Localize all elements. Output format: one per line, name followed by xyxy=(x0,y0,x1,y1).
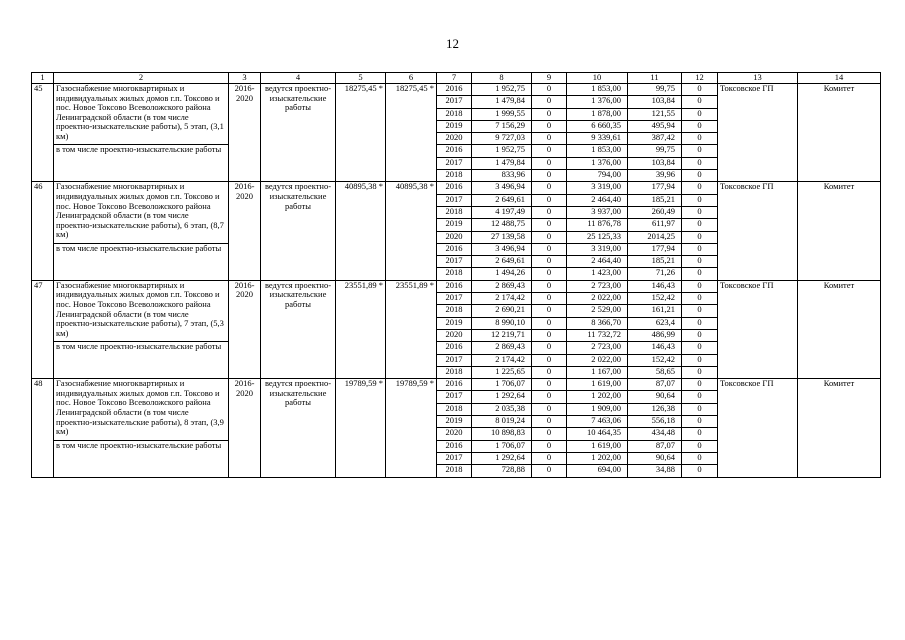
table-row xyxy=(32,182,881,194)
sub-label: в том числе проектно-изыскательские работы xyxy=(54,342,229,379)
table-cell: 0 xyxy=(532,170,567,182)
table-cell: 0 xyxy=(532,403,567,415)
table-cell: 177,94 xyxy=(628,243,682,255)
sub-label: в том числе проектно-изыскательские работы xyxy=(54,145,229,182)
table-cell: 1 706,07 xyxy=(472,379,532,391)
table-cell: 2019 xyxy=(437,120,472,132)
table-cell: 146,43 xyxy=(628,342,682,354)
table-cell: 3 937,00 xyxy=(567,206,628,218)
table-cell: 2017 xyxy=(437,391,472,403)
table-cell: 2017 xyxy=(437,256,472,268)
table-cell: 8 990,10 xyxy=(472,317,532,329)
table-cell: 2016 xyxy=(437,145,472,157)
table-cell: 0 xyxy=(682,194,718,206)
table-cell: 2016 xyxy=(437,379,472,391)
table-cell: 0 xyxy=(682,157,718,169)
table-cell: 0 xyxy=(532,96,567,108)
table-cell: 2018 xyxy=(437,170,472,182)
table-cell: 0 xyxy=(682,293,718,305)
table-cell: 2 174,42 xyxy=(472,354,532,366)
entry-settlement: Токсовское ГП xyxy=(718,280,798,378)
table-cell: 833,96 xyxy=(472,170,532,182)
header-row xyxy=(32,73,881,84)
table-cell: 0 xyxy=(532,145,567,157)
entry-settlement: Токсовское ГП xyxy=(718,379,798,477)
table-cell: 0 xyxy=(682,231,718,243)
table-cell: 2 723,00 xyxy=(567,342,628,354)
table-cell: 152,42 xyxy=(628,354,682,366)
table-cell: 8 019,24 xyxy=(472,416,532,428)
table-cell: 11 876,78 xyxy=(567,219,628,231)
table-cell: 2 035,38 xyxy=(472,403,532,415)
entry-number: 48 xyxy=(32,379,54,477)
table-cell: 0 xyxy=(682,329,718,341)
table-row xyxy=(32,84,881,96)
table-cell: 1 878,00 xyxy=(567,108,628,120)
entry-status: ведутся проектно-изыскательские работы xyxy=(261,84,336,182)
table-cell: 2018 xyxy=(437,305,472,317)
entry-executor: Комитет xyxy=(798,280,881,378)
table-cell: 0 xyxy=(532,280,567,292)
column-header: 3 xyxy=(229,73,261,84)
column-header: 4 xyxy=(261,73,336,84)
table-cell: 2 649,61 xyxy=(472,256,532,268)
column-header: 12 xyxy=(682,73,718,84)
table-cell: 0 xyxy=(532,329,567,341)
table-cell: 12 219,71 xyxy=(472,329,532,341)
table-cell: 177,94 xyxy=(628,182,682,194)
column-header: 14 xyxy=(798,73,881,84)
table-cell: 9 727,03 xyxy=(472,133,532,145)
table-cell: 0 xyxy=(682,182,718,194)
table-cell: 1 494,26 xyxy=(472,268,532,280)
table-cell: 34,88 xyxy=(628,465,682,477)
table-cell: 1 853,00 xyxy=(567,145,628,157)
table-cell: 1 376,00 xyxy=(567,157,628,169)
table-cell: 0 xyxy=(682,96,718,108)
entry-period: 2016-2020 xyxy=(229,84,261,182)
table-cell: 1 423,00 xyxy=(567,268,628,280)
table-cell: 2017 xyxy=(437,354,472,366)
entry-name: Газоснабжение многоквартирных и индивидуальных жилых домов г.п. Токсово и пос. Новое Токсово Всеволожского района Ленинградской области (в том числе проектно-изыскательские работы), 8 этап, (3,9 км) xyxy=(54,379,229,440)
program-table xyxy=(31,72,881,478)
table-cell: 1 167,00 xyxy=(567,366,628,378)
table-cell: 0 xyxy=(682,145,718,157)
table-body xyxy=(32,73,881,478)
table-cell: 0 xyxy=(682,243,718,255)
table-cell: 126,38 xyxy=(628,403,682,415)
table-cell: 2 022,00 xyxy=(567,293,628,305)
table-cell: 0 xyxy=(682,120,718,132)
table-cell: 260,49 xyxy=(628,206,682,218)
table-cell: 1 292,64 xyxy=(472,391,532,403)
table-cell: 2017 xyxy=(437,194,472,206)
table-cell: 0 xyxy=(532,219,567,231)
column-header: 8 xyxy=(472,73,532,84)
table-cell: 2017 xyxy=(437,96,472,108)
table-cell: 2017 xyxy=(437,452,472,464)
table-cell: 0 xyxy=(682,305,718,317)
table-cell: 2020 xyxy=(437,133,472,145)
table-cell: 2018 xyxy=(437,465,472,477)
table-cell: 11 732,72 xyxy=(567,329,628,341)
table-cell: 2 869,43 xyxy=(472,280,532,292)
table-cell: 0 xyxy=(682,391,718,403)
table-cell: 0 xyxy=(682,256,718,268)
table-cell: 2 022,00 xyxy=(567,354,628,366)
table-cell: 0 xyxy=(682,379,718,391)
table-cell: 1 619,00 xyxy=(567,440,628,452)
table-cell: 0 xyxy=(532,452,567,464)
entry-executor: Комитет xyxy=(798,182,881,280)
table-cell: 0 xyxy=(532,440,567,452)
table-cell: 0 xyxy=(532,108,567,120)
table-cell: 0 xyxy=(532,354,567,366)
table-cell: 2018 xyxy=(437,108,472,120)
entry-estimate: 19789,59 * xyxy=(336,379,386,477)
table-cell: 2 464,40 xyxy=(567,194,628,206)
table-cell: 0 xyxy=(682,465,718,477)
table-cell: 434,48 xyxy=(628,428,682,440)
table-cell: 0 xyxy=(682,170,718,182)
table-cell: 1 619,00 xyxy=(567,379,628,391)
table-cell: 0 xyxy=(532,465,567,477)
table-cell: 2016 xyxy=(437,243,472,255)
table-cell: 71,26 xyxy=(628,268,682,280)
table-cell: 99,75 xyxy=(628,145,682,157)
table-cell: 0 xyxy=(532,243,567,255)
table-cell: 103,84 xyxy=(628,96,682,108)
table-cell: 0 xyxy=(532,416,567,428)
table-cell: 2018 xyxy=(437,268,472,280)
table-cell: 2 690,21 xyxy=(472,305,532,317)
table-cell: 0 xyxy=(682,84,718,96)
table-cell: 0 xyxy=(682,366,718,378)
table-cell: 146,43 xyxy=(628,280,682,292)
table-cell: 2020 xyxy=(437,231,472,243)
entry-name: Газоснабжение многоквартирных и индивидуальных жилых домов г.п. Токсово и пос. Новое Токсово Всеволожского района Ленинградской области (в том числе проектно-изыскательские работы), 5 этап, (3,1 км) xyxy=(54,84,229,145)
table-cell: 7 156,29 xyxy=(472,120,532,132)
table-row xyxy=(32,280,881,292)
table-cell: 6 660,35 xyxy=(567,120,628,132)
table-cell: 1 202,00 xyxy=(567,391,628,403)
table-cell: 1 909,00 xyxy=(567,403,628,415)
table-cell: 2 723,00 xyxy=(567,280,628,292)
table-cell: 2018 xyxy=(437,366,472,378)
table-cell: 39,96 xyxy=(628,170,682,182)
table-cell: 2020 xyxy=(437,428,472,440)
table-cell: 0 xyxy=(532,268,567,280)
entry-number: 46 xyxy=(32,182,54,280)
entry-period: 2016-2020 xyxy=(229,182,261,280)
table-cell: 2 174,42 xyxy=(472,293,532,305)
table-cell: 0 xyxy=(532,366,567,378)
table-cell: 694,00 xyxy=(567,465,628,477)
column-header: 13 xyxy=(718,73,798,84)
table-cell: 4 197,49 xyxy=(472,206,532,218)
entry-estimate: 23551,89 * xyxy=(336,280,386,378)
table-cell: 90,64 xyxy=(628,452,682,464)
table-cell: 0 xyxy=(532,317,567,329)
table-cell: 2014,25 xyxy=(628,231,682,243)
table-cell: 0 xyxy=(682,416,718,428)
table-cell: 0 xyxy=(532,231,567,243)
table-cell: 185,21 xyxy=(628,194,682,206)
table-cell: 1 479,84 xyxy=(472,96,532,108)
table-cell: 2017 xyxy=(437,293,472,305)
table-cell: 1 853,00 xyxy=(567,84,628,96)
table-cell: 2 869,43 xyxy=(472,342,532,354)
entry-settlement: Токсовское ГП xyxy=(718,84,798,182)
entry-number: 45 xyxy=(32,84,54,182)
table-cell: 3 319,00 xyxy=(567,243,628,255)
page-number: 12 xyxy=(446,36,459,51)
table-cell: 0 xyxy=(532,379,567,391)
entry-period: 2016-2020 xyxy=(229,280,261,378)
column-header: 11 xyxy=(628,73,682,84)
table-cell: 0 xyxy=(532,84,567,96)
table-cell: 0 xyxy=(532,293,567,305)
table-cell: 10 898,83 xyxy=(472,428,532,440)
sub-label: в том числе проектно-изыскательские работы xyxy=(54,440,229,477)
table-cell: 0 xyxy=(532,133,567,145)
table-cell: 2 529,00 xyxy=(567,305,628,317)
table-cell: 0 xyxy=(682,342,718,354)
table-cell: 1 479,84 xyxy=(472,157,532,169)
entry-estimate-total: 23551,89 * xyxy=(386,280,437,378)
entry-status: ведутся проектно-изыскательские работы xyxy=(261,280,336,378)
table-cell: 495,94 xyxy=(628,120,682,132)
table-cell: 0 xyxy=(532,342,567,354)
table-cell: 1 292,64 xyxy=(472,452,532,464)
table-cell: 0 xyxy=(532,428,567,440)
table-cell: 0 xyxy=(532,120,567,132)
table-cell: 7 463,06 xyxy=(567,416,628,428)
entry-period: 2016-2020 xyxy=(229,379,261,477)
column-header: 5 xyxy=(336,73,386,84)
table-cell: 9 339,61 xyxy=(567,133,628,145)
table-cell: 2018 xyxy=(437,206,472,218)
table-row xyxy=(32,379,881,391)
table-cell: 3 496,94 xyxy=(472,243,532,255)
table-cell: 0 xyxy=(682,428,718,440)
table-cell: 0 xyxy=(532,194,567,206)
entry-estimate: 40895,38 * xyxy=(336,182,386,280)
table-cell: 12 488,75 xyxy=(472,219,532,231)
column-header: 2 xyxy=(54,73,229,84)
table-cell: 0 xyxy=(682,403,718,415)
table-cell: 1 225,65 xyxy=(472,366,532,378)
entry-name: Газоснабжение многоквартирных и индивидуальных жилых домов г.п. Токсово и пос. Новое Токсово Всеволожского района Ленинградской области (в том числе проектно-изыскательские работы), 7 этап, (5,3 км) xyxy=(54,280,229,341)
table-cell: 0 xyxy=(682,268,718,280)
table-cell: 3 496,94 xyxy=(472,182,532,194)
table-cell: 0 xyxy=(532,206,567,218)
table-cell: 0 xyxy=(532,182,567,194)
column-header: 10 xyxy=(567,73,628,84)
column-header: 1 xyxy=(32,73,54,84)
table-cell: 1 202,00 xyxy=(567,452,628,464)
table-cell: 0 xyxy=(682,452,718,464)
table-cell: 99,75 xyxy=(628,84,682,96)
table-cell: 10 464,35 xyxy=(567,428,628,440)
table-cell: 1 952,75 xyxy=(472,84,532,96)
entry-name: Газоснабжение многоквартирных и индивидуальных жилых домов г.п. Токсово и пос. Новое Токсово Всеволожского района Ленинградской области (в том числе проектно-изыскательские работы), 6 этап, (8,7 км) xyxy=(54,182,229,243)
entry-estimate-total: 18275,45 * xyxy=(386,84,437,182)
table-cell: 0 xyxy=(532,305,567,317)
table-cell: 87,07 xyxy=(628,379,682,391)
table-cell: 0 xyxy=(532,157,567,169)
table-cell: 87,07 xyxy=(628,440,682,452)
table-cell: 90,64 xyxy=(628,391,682,403)
table-cell: 103,84 xyxy=(628,157,682,169)
table-cell: 0 xyxy=(532,256,567,268)
table-cell: 0 xyxy=(682,280,718,292)
table-cell: 0 xyxy=(682,317,718,329)
table-cell: 556,18 xyxy=(628,416,682,428)
table-cell: 2018 xyxy=(437,403,472,415)
entry-estimate-total: 19789,59 * xyxy=(386,379,437,477)
table-cell: 794,00 xyxy=(567,170,628,182)
table-cell: 0 xyxy=(682,354,718,366)
entry-status: ведутся проектно-изыскательские работы xyxy=(261,379,336,477)
table-cell: 1 376,00 xyxy=(567,96,628,108)
table-cell: 25 125,33 xyxy=(567,231,628,243)
table-cell: 0 xyxy=(682,206,718,218)
table-cell: 0 xyxy=(682,219,718,231)
table-cell: 1 706,07 xyxy=(472,440,532,452)
table-cell: 185,21 xyxy=(628,256,682,268)
sub-label: в том числе проектно-изыскательские работы xyxy=(54,243,229,280)
entry-executor: Комитет xyxy=(798,379,881,477)
table-cell: 2016 xyxy=(437,280,472,292)
table-cell: 0 xyxy=(682,108,718,120)
table-cell: 2019 xyxy=(437,317,472,329)
table-cell: 3 319,00 xyxy=(567,182,628,194)
column-header: 7 xyxy=(437,73,472,84)
table-cell: 2020 xyxy=(437,329,472,341)
table-cell: 152,42 xyxy=(628,293,682,305)
table-cell: 0 xyxy=(682,133,718,145)
table-cell: 2019 xyxy=(437,219,472,231)
table-cell: 58,65 xyxy=(628,366,682,378)
table-cell: 387,42 xyxy=(628,133,682,145)
entry-status: ведутся проектно-изыскательские работы xyxy=(261,182,336,280)
entry-settlement: Токсовское ГП xyxy=(718,182,798,280)
table-cell: 2017 xyxy=(437,157,472,169)
table-cell: 0 xyxy=(682,440,718,452)
table-cell: 2 649,61 xyxy=(472,194,532,206)
table-cell: 623,4 xyxy=(628,317,682,329)
table-cell: 2019 xyxy=(437,416,472,428)
entry-estimate: 18275,45 * xyxy=(336,84,386,182)
entry-executor: Комитет xyxy=(798,84,881,182)
table-cell: 2016 xyxy=(437,182,472,194)
table-cell: 0 xyxy=(532,391,567,403)
table-cell: 8 366,70 xyxy=(567,317,628,329)
table-cell: 2016 xyxy=(437,84,472,96)
table-cell: 27 139,58 xyxy=(472,231,532,243)
table-cell: 1 999,55 xyxy=(472,108,532,120)
table-cell: 2 464,40 xyxy=(567,256,628,268)
table-cell: 486,99 xyxy=(628,329,682,341)
table-cell: 1 952,75 xyxy=(472,145,532,157)
table-cell: 611,97 xyxy=(628,219,682,231)
column-header: 9 xyxy=(532,73,567,84)
entry-number: 47 xyxy=(32,280,54,378)
table-cell: 2016 xyxy=(437,440,472,452)
table-cell: 161,21 xyxy=(628,305,682,317)
entry-estimate-total: 40895,38 * xyxy=(386,182,437,280)
table-cell: 121,55 xyxy=(628,108,682,120)
column-header: 6 xyxy=(386,73,437,84)
table-cell: 2016 xyxy=(437,342,472,354)
table-cell: 728,88 xyxy=(472,465,532,477)
